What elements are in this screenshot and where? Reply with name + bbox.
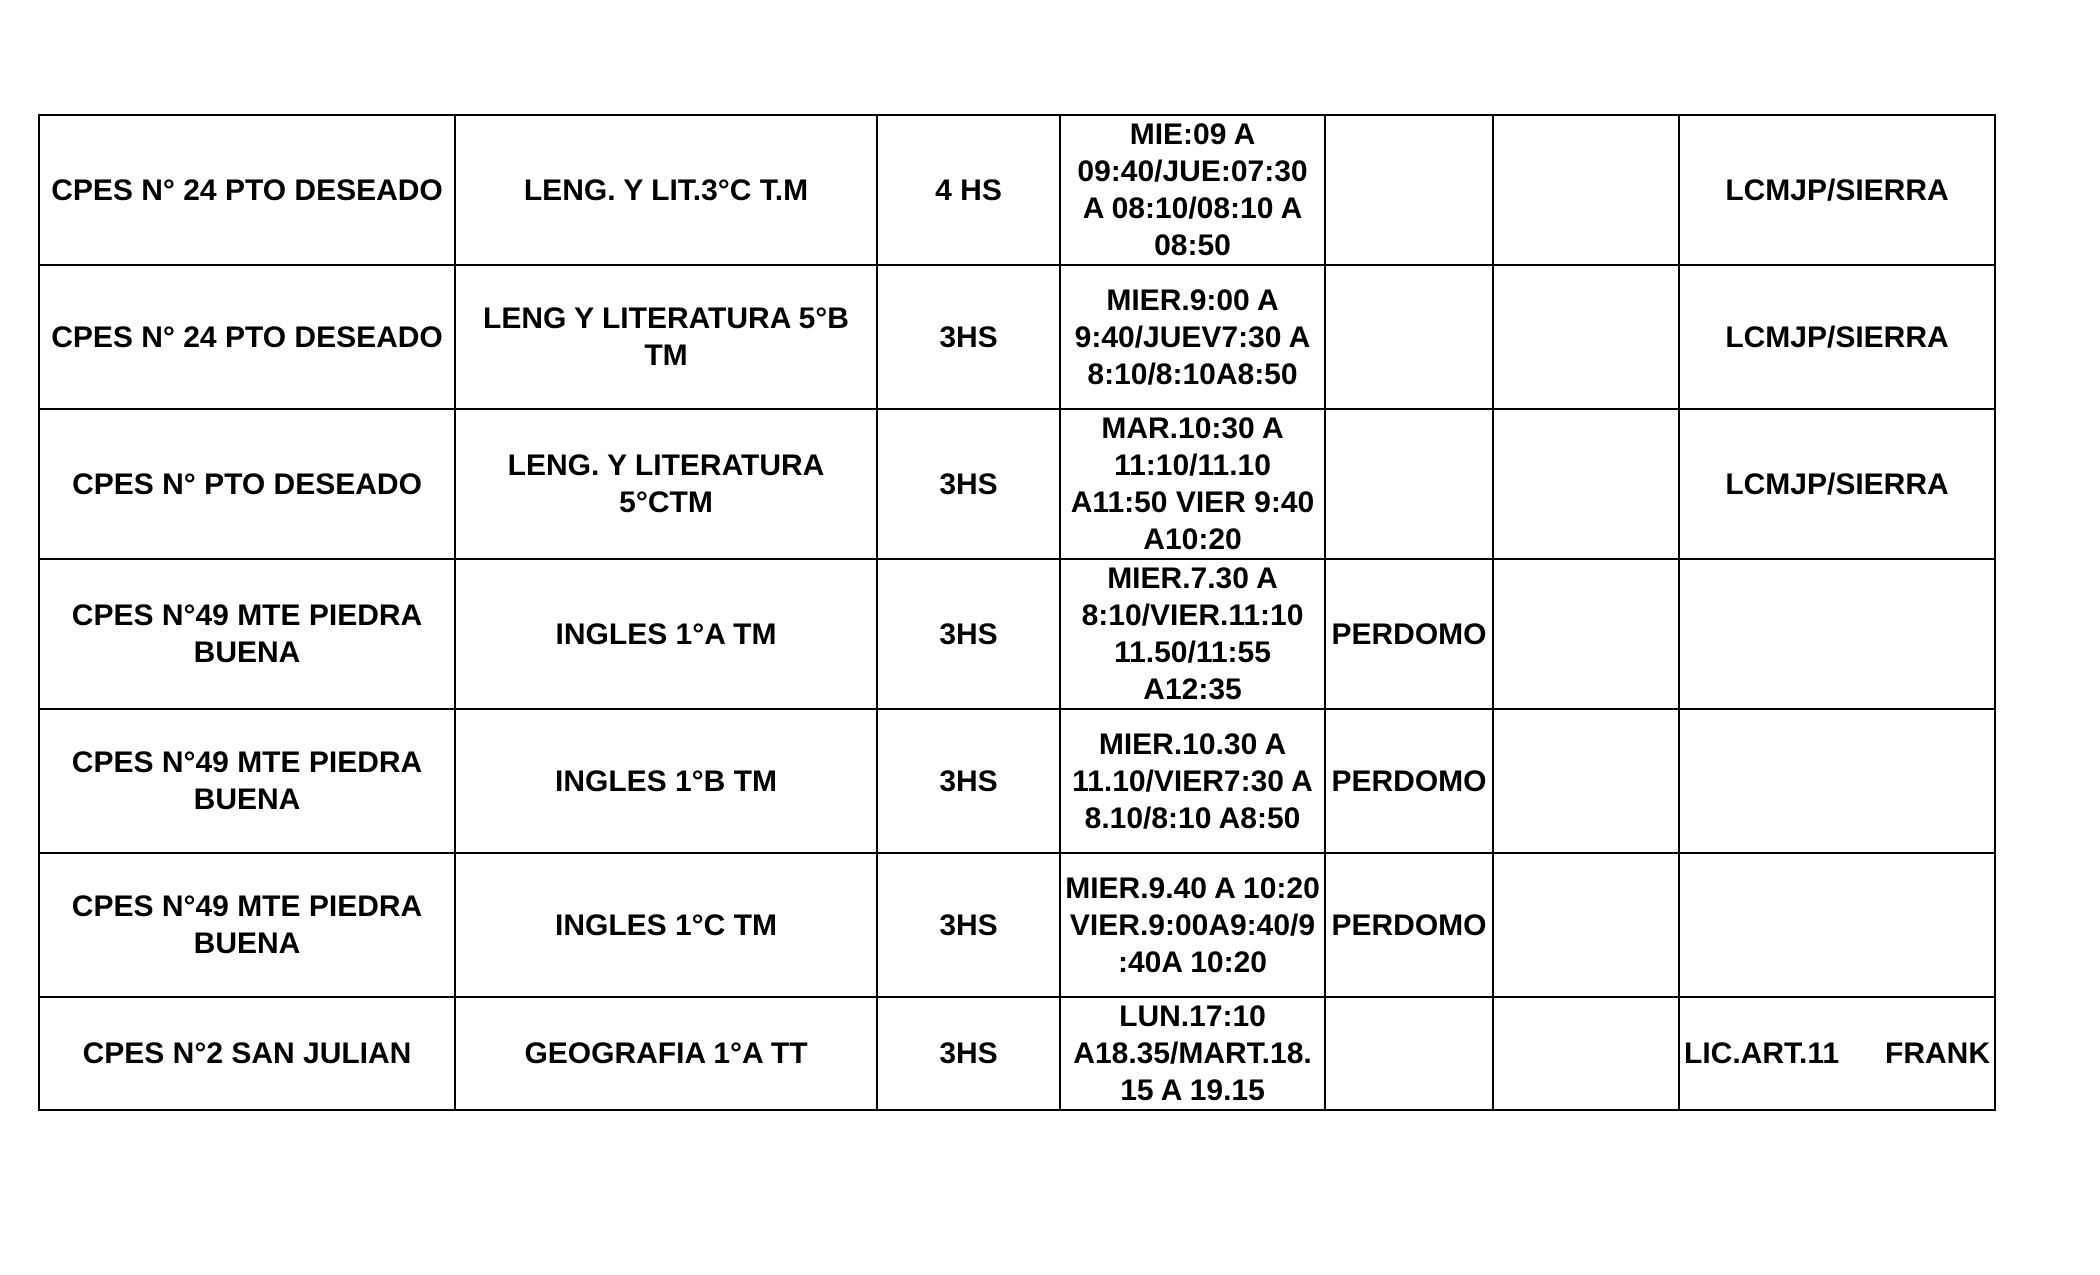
teacher-cell: PERDOMO (1325, 559, 1493, 709)
subject-cell: INGLES 1°C TM (455, 853, 877, 997)
table-row (39, 853, 1995, 997)
empty-cell (1493, 853, 1679, 997)
school-cell: CPES N°49 MTE PIEDRA BUENA (39, 853, 455, 997)
teacher-cell (1325, 115, 1493, 265)
schedule-table (38, 114, 1996, 1111)
status-cell: LCMJP/SIERRA (1679, 409, 1995, 559)
status-cell (1679, 853, 1995, 997)
school-cell: CPES N° 24 PTO DESEADO (39, 265, 455, 409)
teacher-cell (1325, 265, 1493, 409)
schedule-cell: MIER.9.40 A 10:20 VIER.9:00A9:40/9:40A 10:20 (1060, 853, 1325, 997)
table-row (39, 997, 1995, 1110)
hours-cell: 3HS (877, 709, 1060, 853)
teacher-cell (1325, 997, 1493, 1110)
hours-cell: 3HS (877, 997, 1060, 1110)
hours-cell: 3HS (877, 265, 1060, 409)
subject-cell: LENG Y LITERATURA 5°B TM (455, 265, 877, 409)
hours-cell: 3HS (877, 559, 1060, 709)
status-cell: LIC.ART.11 FRANK (1679, 997, 1995, 1110)
subject-cell: LENG. Y LIT.3°C T.M (455, 115, 877, 265)
subject-cell: INGLES 1°A TM (455, 559, 877, 709)
empty-cell (1493, 409, 1679, 559)
empty-cell (1493, 997, 1679, 1110)
schedule-cell: MIER.7.30 A 8:10/VIER.11:10 11.50/11:55 A12:35 (1060, 559, 1325, 709)
subject-cell: GEOGRAFIA 1°A TT (455, 997, 877, 1110)
empty-cell (1493, 709, 1679, 853)
hours-cell: 3HS (877, 409, 1060, 559)
school-cell: CPES N° 24 PTO DESEADO (39, 115, 455, 265)
empty-cell (1493, 559, 1679, 709)
status-cell (1679, 559, 1995, 709)
empty-cell (1493, 115, 1679, 265)
table-row (39, 265, 1995, 409)
status-cell: LCMJP/SIERRA (1679, 115, 1995, 265)
status-cell (1679, 709, 1995, 853)
school-cell: CPES N° PTO DESEADO (39, 409, 455, 559)
schedule-cell: MIER.10.30 A 11.10/VIER7:30 A 8.10/8:10 A8:50 (1060, 709, 1325, 853)
schedule-cell: LUN.17:10 A18.35/MART.18.15 A 19.15 (1060, 997, 1325, 1110)
hours-cell: 3HS (877, 853, 1060, 997)
teacher-cell: PERDOMO (1325, 709, 1493, 853)
table-row (39, 115, 1995, 265)
status-cell: LCMJP/SIERRA (1679, 265, 1995, 409)
hours-cell: 4 HS (877, 115, 1060, 265)
table-row (39, 709, 1995, 853)
school-cell: CPES N°49 MTE PIEDRA BUENA (39, 709, 455, 853)
subject-cell: LENG. Y LITERATURA 5°CTM (455, 409, 877, 559)
teacher-cell: PERDOMO (1325, 853, 1493, 997)
schedule-cell: MAR.10:30 A 11:10/11.10 A11:50 VIER 9:40 A10:20 (1060, 409, 1325, 559)
table-row (39, 409, 1995, 559)
school-cell: CPES N°2 SAN JULIAN (39, 997, 455, 1110)
empty-cell (1493, 265, 1679, 409)
schedule-cell: MIER.9:00 A 9:40/JUEV7:30 A 8:10/8:10A8:50 (1060, 265, 1325, 409)
schedule-cell: MIE:09 A 09:40/JUE:07:30 A 08:10/08:10 A 08:50 (1060, 115, 1325, 265)
subject-cell: INGLES 1°B TM (455, 709, 877, 853)
table-row (39, 559, 1995, 709)
school-cell: CPES N°49 MTE PIEDRA BUENA (39, 559, 455, 709)
teacher-cell (1325, 409, 1493, 559)
